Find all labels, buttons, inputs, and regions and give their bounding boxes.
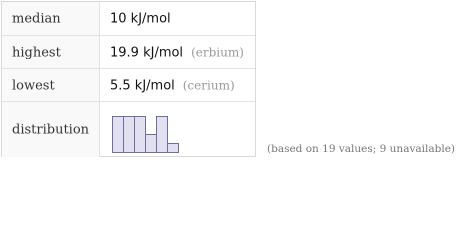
histogram-bar (124, 117, 135, 153)
histogram-bar (135, 117, 146, 153)
lowest-element-note: (cerium) (182, 78, 235, 92)
values-footnote: (based on 19 values; 9 unavailable) (267, 143, 456, 155)
distribution-label: distribution (12, 122, 90, 137)
histogram-bar (113, 117, 124, 153)
highest-label-cell (2, 36, 100, 69)
stats-table (1, 1, 256, 157)
highest-value-text (110, 45, 244, 60)
lowest-value: 5.5 kJ/mol (110, 78, 175, 93)
highest-value: 19.9 kJ/mol (110, 45, 184, 60)
highest-row (2, 35, 255, 69)
distribution-row (2, 101, 255, 157)
median-row (2, 2, 255, 35)
histogram-bar (168, 144, 179, 153)
lowest-label: lowest (12, 78, 55, 93)
highest-element-note: (erbium) (191, 45, 244, 59)
median-label-cell (2, 2, 100, 35)
distribution-label-cell (2, 102, 100, 157)
highest-label: highest (12, 45, 61, 60)
lowest-row (2, 68, 255, 102)
histogram-bar (157, 117, 168, 153)
lowest-label-cell (2, 69, 100, 102)
histogram-bar (146, 135, 157, 153)
median-label: median (12, 11, 61, 26)
distribution-histogram (110, 114, 182, 154)
median-value: 10 kJ/mol (110, 11, 171, 26)
lowest-value-text (110, 78, 235, 93)
